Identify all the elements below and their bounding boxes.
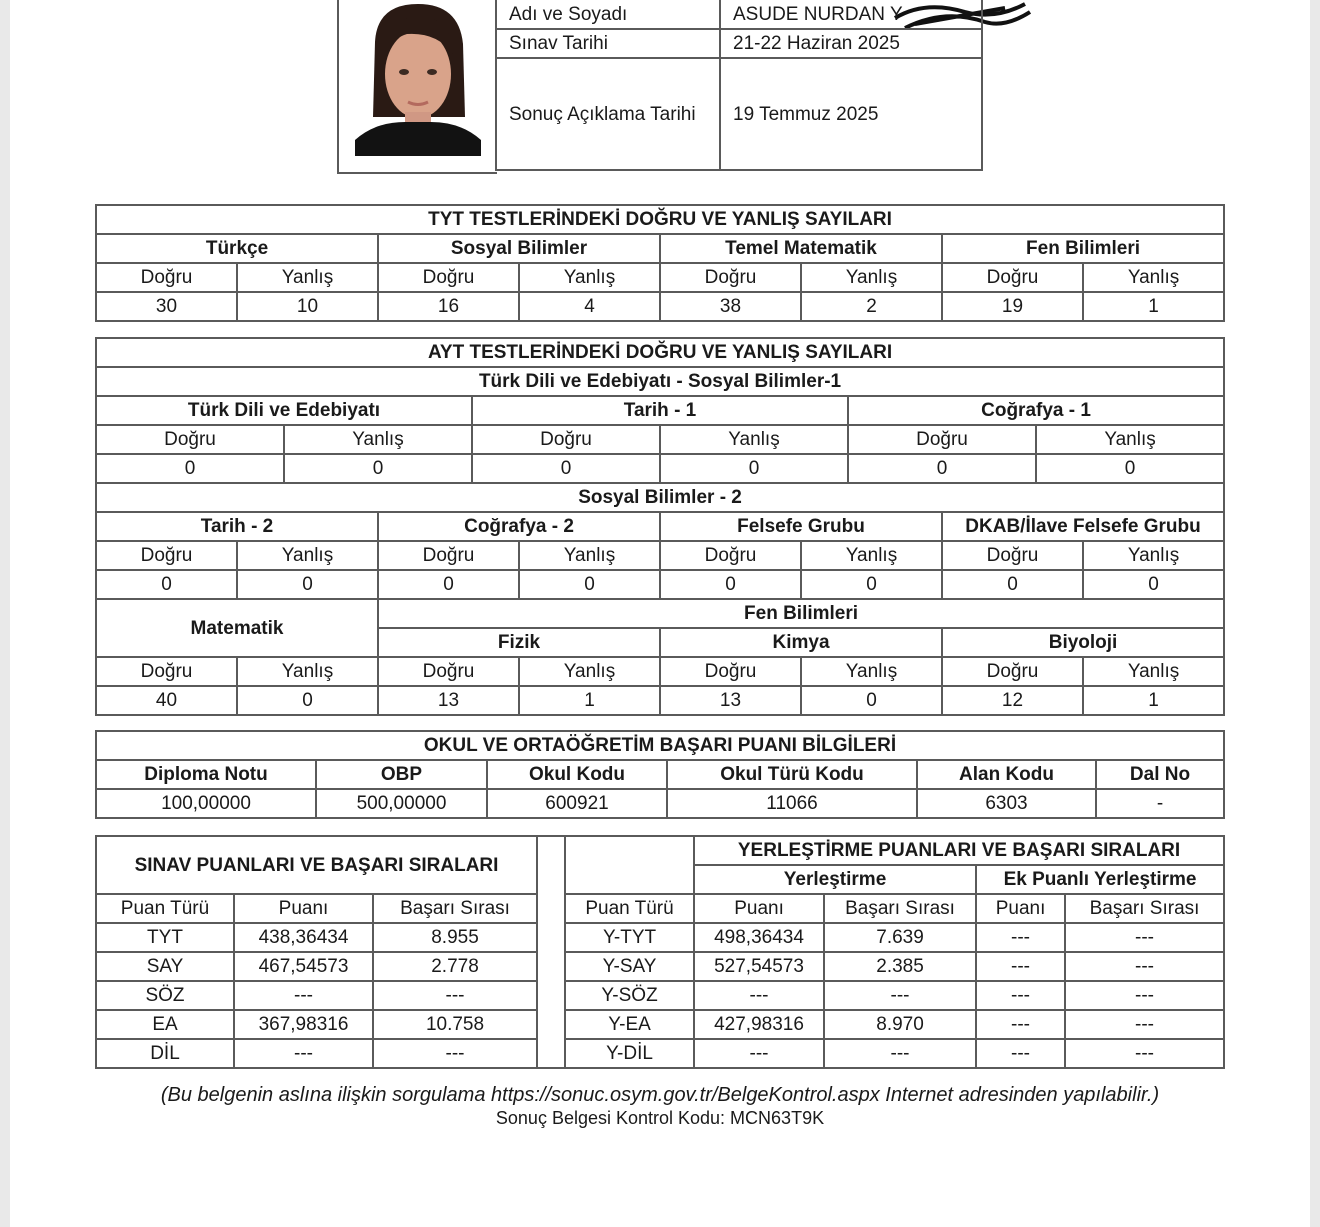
info-row-name [496, 0, 982, 29]
sinav-header: Puanı [234, 894, 373, 923]
yer-header: Puan Türü [565, 894, 694, 923]
okul-header: Alan Kodu [917, 760, 1096, 789]
basari-sirasi: 8.970 [824, 1010, 976, 1039]
dogru-header: Doğru [660, 541, 801, 570]
basari-sirasi: --- [373, 1039, 537, 1068]
yanlis-header: Yanlış [660, 425, 848, 454]
yanlis-header: Yanlış [801, 263, 942, 292]
yanlis-header: Yanlış [237, 541, 378, 570]
dal-no: - [1096, 789, 1224, 818]
basari-sirasi: --- [824, 1039, 976, 1068]
yanlis-value: 0 [801, 570, 942, 599]
ek-puan: --- [976, 952, 1065, 981]
basari-sirasi: --- [824, 981, 976, 1010]
info-row-result-date [496, 58, 982, 170]
okul-header: OBP [316, 760, 487, 789]
ayt-subject: Tarih - 1 [472, 396, 848, 425]
yanlis-value: 1 [1083, 292, 1224, 321]
puan-turu: SÖZ [96, 981, 234, 1010]
basari-sirasi: 10.758 [373, 1010, 537, 1039]
tyt-table [95, 204, 1225, 322]
puan: 527,54573 [694, 952, 824, 981]
candidate-name: ASUDE NURDAN Y [720, 0, 982, 29]
puan: 498,36434 [694, 923, 824, 952]
info-row-exam-date [496, 29, 982, 58]
basari-sirasi: 2.778 [373, 952, 537, 981]
info-label: Adı ve Soyadı [496, 0, 720, 29]
okul-header: Diploma Notu [96, 760, 316, 789]
puan: 427,98316 [694, 1010, 824, 1039]
basari-sirasi: --- [373, 981, 537, 1010]
yanlis-value: 0 [237, 570, 378, 599]
dogru-value: 0 [96, 570, 237, 599]
dogru-value: 19 [942, 292, 1083, 321]
basari-sirasi: 7.639 [824, 923, 976, 952]
ayt-subject: Coğrafya - 1 [848, 396, 1224, 425]
diploma-notu: 100,00000 [96, 789, 316, 818]
puan-turu: Y-EA [565, 1010, 694, 1039]
yanlis-header: Yanlış [1083, 541, 1224, 570]
dogru-value: 0 [96, 454, 284, 483]
sinav-header: Başarı Sırası [373, 894, 537, 923]
control-code: Sonuç Belgesi Kontrol Kodu: MCN63T9K [495, 1108, 825, 1128]
yanlis-value: 0 [519, 570, 660, 599]
ayt-subject: Felsefe Grubu [660, 512, 942, 541]
ayt-subject: Türk Dili ve Edebiyatı [96, 396, 472, 425]
puan: 367,98316 [234, 1010, 373, 1039]
yanlis-header: Yanlış [1083, 263, 1224, 292]
tyt-subject: Türkçe [96, 234, 378, 263]
ayt-section-title: Fen Bilimleri [378, 599, 1224, 628]
ayt-table [95, 337, 1225, 716]
dogru-value: 13 [660, 686, 801, 715]
ek-basari-sirasi: --- [1065, 952, 1224, 981]
okul-table [95, 730, 1225, 819]
ek-puan: --- [976, 1010, 1065, 1039]
yanlis-header: Yanlış [237, 263, 378, 292]
okul-kodu: 600921 [487, 789, 667, 818]
dogru-value: 13 [378, 686, 519, 715]
yanlis-header: Yanlış [1083, 657, 1224, 686]
ayt-title: AYT TESTLERİNDEKİ DOĞRU VE YANLIŞ SAYILARI [96, 338, 1224, 367]
puan-turu: EA [96, 1010, 234, 1039]
yerlestirme-title: YERLEŞTİRME PUANLARI VE BAŞARI SIRALARI [694, 836, 1224, 865]
table-row [96, 1039, 1224, 1068]
tyt-subject: Sosyal Bilimler [378, 234, 660, 263]
yer-header: Başarı Sırası [1065, 894, 1224, 923]
table-row [96, 1010, 1224, 1039]
yanlis-value: 1 [519, 686, 660, 715]
okul-turu-kodu: 11066 [667, 789, 917, 818]
dogru-value: 0 [942, 570, 1083, 599]
ek-basari-sirasi: --- [1065, 1039, 1224, 1068]
dogru-value: 12 [942, 686, 1083, 715]
dogru-header: Doğru [472, 425, 660, 454]
info-label: Sınav Tarihi [496, 29, 720, 58]
dogru-header: Doğru [96, 425, 284, 454]
yerlestirme-sub: Yerleştirme [694, 865, 976, 894]
puan-turu: DİL [96, 1039, 234, 1068]
dogru-header: Doğru [96, 541, 237, 570]
ayt-section-title: Sosyal Bilimler - 2 [96, 483, 1224, 512]
puan-turu: Y-TYT [565, 923, 694, 952]
puan: 467,54573 [234, 952, 373, 981]
sinav-title: SINAV PUANLARI VE BAŞARI SIRALARI [96, 836, 537, 894]
ek-puan: --- [976, 923, 1065, 952]
ek-puanli-sub: Ek Puanlı Yerleştirme [976, 865, 1224, 894]
sinav-header: Puan Türü [96, 894, 234, 923]
yanlis-value: 0 [1083, 570, 1224, 599]
yanlis-value: 4 [519, 292, 660, 321]
puan-turu: Y-DİL [565, 1039, 694, 1068]
okul-header: Okul Türü Kodu [667, 760, 917, 789]
okul-title: OKUL VE ORTAÖĞRETİM BAŞARI PUANI BİLGİLERİ [96, 731, 1224, 760]
dogru-value: 16 [378, 292, 519, 321]
verification-note: (Bu belgenin aslına ilişkin sorgulama https://sonuc.osym.gov.tr/BelgeKontrol.aspx Internet adresinden yapılabilir.) [160, 1084, 1160, 1106]
exam-date: 21-22 Haziran 2025 [720, 29, 982, 58]
dogru-header: Doğru [942, 263, 1083, 292]
yanlis-header: Yanlış [284, 425, 472, 454]
dogru-header: Doğru [378, 657, 519, 686]
info-label: Sonuç Açıklama Tarihi [496, 58, 720, 170]
result-document [10, 0, 1310, 1227]
tyt-title: TYT TESTLERİNDEKİ DOĞRU VE YANLIŞ SAYILARI [96, 205, 1224, 234]
table-row [96, 923, 1224, 952]
ek-puan: --- [976, 1039, 1065, 1068]
ek-puan: --- [976, 981, 1065, 1010]
yanlis-value: 0 [237, 686, 378, 715]
ayt-section-title: Türk Dili ve Edebiyatı - Sosyal Bilimler-1 [96, 367, 1224, 396]
dogru-header: Doğru [848, 425, 1036, 454]
puan: --- [234, 1039, 373, 1068]
obp: 500,00000 [316, 789, 487, 818]
ayt-subject: DKAB/İlave Felsefe Grubu [942, 512, 1224, 541]
result-date: 19 Temmuz 2025 [720, 58, 982, 170]
dogru-header: Doğru [942, 541, 1083, 570]
okul-header: Dal No [1096, 760, 1224, 789]
tyt-subject: Temel Matematik [660, 234, 942, 263]
yanlis-header: Yanlış [519, 541, 660, 570]
dogru-value: 40 [96, 686, 237, 715]
dogru-value: 0 [848, 454, 1036, 483]
dogru-header: Doğru [942, 657, 1083, 686]
puan-turu: SAY [96, 952, 234, 981]
candidate-photo [355, 2, 481, 156]
yer-header: Puanı [976, 894, 1065, 923]
puan: --- [694, 1039, 824, 1068]
ayt-subject-matematik: Matematik [96, 599, 378, 657]
dogru-header: Doğru [378, 541, 519, 570]
puan: --- [234, 981, 373, 1010]
candidate-info-table [495, 0, 983, 171]
ek-basari-sirasi: --- [1065, 1010, 1224, 1039]
yanlis-value: 0 [660, 454, 848, 483]
basari-sirasi: 8.955 [373, 923, 537, 952]
puan-table [95, 835, 1225, 1069]
table-row [96, 952, 1224, 981]
puan-turu: Y-SAY [565, 952, 694, 981]
puan-turu: TYT [96, 923, 234, 952]
okul-header: Okul Kodu [487, 760, 667, 789]
yanlis-header: Yanlış [801, 541, 942, 570]
yanlis-value: 1 [1083, 686, 1224, 715]
dogru-value: 30 [96, 292, 237, 321]
ayt-subject: Tarih - 2 [96, 512, 378, 541]
yanlis-value: 2 [801, 292, 942, 321]
basari-sirasi: 2.385 [824, 952, 976, 981]
yanlis-header: Yanlış [519, 657, 660, 686]
puan: 438,36434 [234, 923, 373, 952]
table-row [96, 981, 1224, 1010]
puan-turu: Y-SÖZ [565, 981, 694, 1010]
table-gap [537, 836, 565, 1068]
yanlis-value: 0 [801, 686, 942, 715]
dogru-header: Doğru [96, 657, 237, 686]
dogru-header: Doğru [660, 657, 801, 686]
yer-header: Puanı [694, 894, 824, 923]
ayt-subject: Biyoloji [942, 628, 1224, 657]
yanlis-value: 0 [1036, 454, 1224, 483]
dogru-value: 0 [378, 570, 519, 599]
yanlis-value: 0 [284, 454, 472, 483]
yanlis-value: 10 [237, 292, 378, 321]
dogru-header: Doğru [96, 263, 237, 292]
ek-basari-sirasi: --- [1065, 981, 1224, 1010]
puan: --- [694, 981, 824, 1010]
dogru-value: 38 [660, 292, 801, 321]
ek-basari-sirasi: --- [1065, 923, 1224, 952]
dogru-header: Doğru [660, 263, 801, 292]
yanlis-header: Yanlış [801, 657, 942, 686]
dogru-value: 0 [660, 570, 801, 599]
alan-kodu: 6303 [917, 789, 1096, 818]
dogru-value: 0 [472, 454, 660, 483]
tyt-subject: Fen Bilimleri [942, 234, 1224, 263]
empty-cell [565, 836, 694, 894]
yanlis-header: Yanlış [519, 263, 660, 292]
ayt-subject: Fizik [378, 628, 660, 657]
ayt-subject: Kimya [660, 628, 942, 657]
photo-frame [337, 0, 497, 174]
dogru-header: Doğru [378, 263, 519, 292]
yanlis-header: Yanlış [237, 657, 378, 686]
yanlis-header: Yanlış [1036, 425, 1224, 454]
yer-header: Başarı Sırası [824, 894, 976, 923]
ayt-subject: Coğrafya - 2 [378, 512, 660, 541]
